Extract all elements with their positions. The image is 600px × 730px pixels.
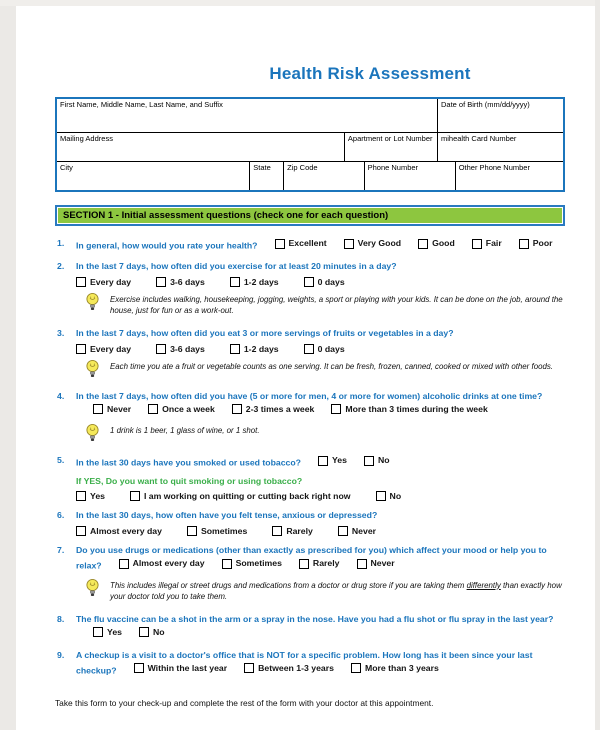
field-label: Mailing Address <box>60 134 113 143</box>
option-label: Between 1-3 years <box>258 662 334 673</box>
scan-edge-left <box>0 0 16 730</box>
option-label: Yes <box>90 491 105 502</box>
checkbox[interactable] <box>93 627 103 637</box>
option-every-day[interactable] <box>76 344 131 354</box>
option-label: Almost every day <box>132 558 205 569</box>
option-label: Every day <box>90 343 132 354</box>
option-no[interactable] <box>364 454 390 467</box>
option-label: Excellent <box>288 238 327 248</box>
checkbox[interactable] <box>76 491 86 501</box>
option-3-6-days[interactable] <box>156 277 205 287</box>
option-1-2-days[interactable] <box>230 344 279 354</box>
checkbox[interactable] <box>156 344 166 354</box>
checkbox[interactable] <box>93 404 103 414</box>
option-label: Rarely <box>286 526 313 537</box>
option-within-the-last-year[interactable] <box>134 662 228 675</box>
field-mihealth-card-number[interactable] <box>437 132 563 161</box>
option-every-day[interactable] <box>76 277 131 287</box>
field-label: Date of Birth (mm/dd/yyyy) <box>441 100 530 109</box>
options-row <box>76 277 565 287</box>
option-no[interactable] <box>376 491 402 501</box>
option-label: Never <box>351 526 377 537</box>
field-mailing-address[interactable] <box>57 132 344 161</box>
question-line <box>76 649 565 678</box>
option-label: Almost every day <box>90 526 162 537</box>
option-label: No <box>152 626 165 637</box>
lightbulb-icon <box>85 578 100 598</box>
option-0-days[interactable] <box>304 344 345 354</box>
option-label: 0 days <box>317 276 345 287</box>
option-i-am-working-on-quitting-or-cutting-back-right-now[interactable] <box>130 491 351 501</box>
question-body <box>76 327 565 383</box>
checkbox[interactable] <box>418 239 428 249</box>
page-title: Health Risk Assessment <box>269 64 471 83</box>
question-text: In the last 7 days, how often did you eat 3 or more servings of fruits or vegetables in a day? <box>76 327 454 338</box>
checkbox[interactable] <box>148 404 158 414</box>
checkbox[interactable] <box>232 404 242 414</box>
option-label: 1-2 days <box>243 343 279 354</box>
option-label: Never <box>107 403 132 414</box>
question-text: A checkup is a visit to a doctor's office that is NOT for a specific problem. How long has it been since your last checkup? <box>76 649 533 676</box>
question-body <box>76 390 565 448</box>
question-body <box>76 509 565 537</box>
option-no[interactable] <box>139 626 165 639</box>
checkbox[interactable] <box>187 526 197 536</box>
checkbox[interactable] <box>299 559 309 569</box>
question-number: 7. <box>57 545 65 556</box>
option-sometimes[interactable] <box>187 526 247 536</box>
field-label: mihealth Card Number <box>440 134 517 143</box>
tip <box>76 578 565 602</box>
checkbox[interactable] <box>351 663 361 673</box>
question-body <box>76 260 565 320</box>
tip-text: 1 drink is 1 beer, 1 glass of wine, or 1 shot. <box>110 426 260 436</box>
checkbox[interactable] <box>230 344 240 354</box>
checkbox[interactable] <box>139 627 149 637</box>
option-sometimes[interactable] <box>222 557 282 570</box>
question-body <box>76 454 565 502</box>
checkbox[interactable] <box>134 663 144 673</box>
section1-heading: SECTION 1 - Initial assessment questions (check one for each question) <box>55 205 565 226</box>
checkbox[interactable] <box>304 344 314 354</box>
field-zip-code[interactable] <box>283 161 363 190</box>
question-number: 4. <box>57 390 65 401</box>
option-label: Once a week <box>162 403 215 414</box>
checkbox[interactable] <box>130 491 140 501</box>
checkbox[interactable] <box>222 559 232 569</box>
question-line <box>76 613 565 642</box>
question-line <box>76 237 565 253</box>
option-never[interactable] <box>357 557 395 570</box>
field-label: City <box>60 163 73 172</box>
header-table <box>55 97 565 192</box>
question <box>55 544 565 606</box>
option-excellent[interactable] <box>275 237 327 250</box>
footer-instruction: Take this form to your check-up and complete the rest of the form with your doctor at this appointment. <box>55 698 434 709</box>
question-line <box>76 454 565 470</box>
option-label: 3-6 days <box>170 276 205 287</box>
scan-edge-right <box>595 0 600 730</box>
lightbulb-icon <box>85 423 100 443</box>
option-label: 1-2 days <box>243 276 279 287</box>
field-state[interactable] <box>249 161 283 190</box>
question <box>55 390 565 448</box>
question-text: In the last 30 days have you smoked or used tobacco? <box>76 457 301 468</box>
header-table-row <box>57 99 563 132</box>
checkbox[interactable] <box>76 344 86 354</box>
question <box>55 613 565 642</box>
option-label: Fair <box>485 238 502 248</box>
field-city[interactable] <box>57 161 249 190</box>
options-row <box>76 526 565 536</box>
question-body <box>76 649 565 678</box>
suboptions-row <box>76 491 565 501</box>
option-yes[interactable] <box>93 626 122 639</box>
form-page <box>55 0 565 708</box>
option-label: 0 days <box>317 343 345 354</box>
option-yes[interactable] <box>76 491 105 501</box>
field-apartment-or-lot-number[interactable] <box>344 132 437 161</box>
question-number: 5. <box>57 455 65 466</box>
subquestion-text: If YES, Do you want to quit smoking or using tobacco? <box>76 475 303 486</box>
lightbulb-icon <box>85 292 100 312</box>
question-number: 8. <box>57 613 65 624</box>
option-0-days[interactable] <box>304 277 345 287</box>
option-label: Yes <box>331 455 347 466</box>
checkbox[interactable] <box>76 277 86 287</box>
tip <box>76 423 565 443</box>
question-body <box>76 544 565 606</box>
options-row <box>76 344 565 354</box>
field-label: Apartment or Lot Number <box>347 134 433 143</box>
option-label: Very Good <box>357 238 402 248</box>
option-label: Never <box>370 558 395 569</box>
question-text: In the last 7 days, how often did you exercise for at least 20 minutes in a day? <box>76 260 397 271</box>
checkbox[interactable] <box>357 559 367 569</box>
option-label: No <box>389 491 402 502</box>
checkbox[interactable] <box>331 404 341 414</box>
question-body <box>76 237 565 253</box>
header-table-row <box>57 161 563 190</box>
option-never[interactable] <box>93 403 131 416</box>
questions <box>55 237 565 677</box>
question-number: 3. <box>57 327 65 338</box>
tip-text: Each time you ate a fruit or vegetable counts as one serving. It can be fresh, frozen, canned, cooked or mixed with other foods. <box>110 361 554 371</box>
checkbox[interactable] <box>272 526 282 536</box>
question-body <box>76 613 565 642</box>
question-text: The flu vaccine can be a shot in the arm or a spray in the nose. Have you had a flu shot or flu spray in the last year? <box>76 613 554 624</box>
option-once-a-week[interactable] <box>148 403 215 416</box>
option-label: I am working on quitting or cutting back right now <box>143 491 351 502</box>
option-label: More than 3 times during the week <box>345 403 488 414</box>
field-label: State <box>253 163 271 172</box>
option-label: Rarely <box>312 558 340 569</box>
checkbox[interactable] <box>318 456 328 466</box>
checkbox[interactable] <box>76 526 86 536</box>
question-number: 6. <box>57 510 65 521</box>
checkbox[interactable] <box>275 239 285 249</box>
option-label: 3-6 days <box>170 343 205 354</box>
field-label: Zip Code <box>287 163 318 172</box>
option-label: Sometimes <box>235 558 282 569</box>
question <box>55 260 565 320</box>
field-label: Phone Number <box>367 163 419 172</box>
question-text: In the last 7 days, how often did you have (5 or more for men, 4 or more for women) alcoholic drinks at one time? <box>76 390 543 401</box>
checkbox[interactable] <box>344 239 354 249</box>
question-text: Do you use drugs or medications (other than exactly as prescribed for you) which affect your mood or help you to relax? <box>76 545 547 571</box>
question-number: 1. <box>57 238 65 248</box>
field-first-name-middle-name-last-name-and-suffix[interactable] <box>57 99 437 132</box>
checkbox[interactable] <box>119 559 129 569</box>
checkbox[interactable] <box>230 277 240 287</box>
field-label: Other Phone Number <box>458 163 530 172</box>
option-label: Within the last year <box>147 662 228 673</box>
question-line <box>76 544 565 573</box>
option-label: Sometimes <box>200 526 248 537</box>
option-fair[interactable] <box>472 237 502 250</box>
field-other-phone-number[interactable] <box>455 161 563 190</box>
field-label: First Name, Middle Name, Last Name, and Suffix <box>60 100 223 109</box>
option-almost-every-day[interactable] <box>76 526 162 536</box>
checkbox[interactable] <box>376 491 386 501</box>
option-3-6-days[interactable] <box>156 344 205 354</box>
field-phone-number[interactable] <box>364 161 455 190</box>
option-more-than-3-years[interactable] <box>351 662 439 675</box>
checkbox[interactable] <box>519 239 529 249</box>
option-rarely[interactable] <box>299 557 340 570</box>
question-text: In the last 30 days, how often have you felt tense, anxious or depressed? <box>76 510 378 521</box>
tip-text: This includes illegal or street drugs and medications from a doctor or drug store if you are taking them differently than exactly how your doctor told you to take them. <box>110 580 562 601</box>
option-more-than-3-times-during-the-week[interactable] <box>331 403 487 416</box>
option-between-1-3-years[interactable] <box>244 662 334 675</box>
option-label: Poor <box>532 238 553 248</box>
field-date-of-birth-mm-dd-yyyy[interactable] <box>437 99 563 132</box>
option-2-3-times-a-week[interactable] <box>232 403 315 416</box>
checkbox[interactable] <box>472 239 482 249</box>
question-line <box>76 509 565 522</box>
option-label: Yes <box>107 626 122 637</box>
option-1-2-days[interactable] <box>230 277 279 287</box>
option-rarely[interactable] <box>272 526 313 536</box>
question-number: 9. <box>57 649 65 660</box>
question <box>55 649 565 678</box>
option-label: Every day <box>90 276 132 287</box>
checkbox[interactable] <box>304 277 314 287</box>
option-label: Good <box>432 238 455 248</box>
checkbox[interactable] <box>364 456 374 466</box>
question <box>55 327 565 383</box>
option-never[interactable] <box>338 526 376 536</box>
checkbox[interactable] <box>338 526 348 536</box>
question <box>55 237 565 253</box>
question-line <box>76 390 565 419</box>
question-number: 2. <box>57 260 65 271</box>
option-yes[interactable] <box>318 454 347 467</box>
option-label: No <box>377 455 390 466</box>
option-good[interactable] <box>418 237 455 250</box>
option-label: More than 3 years <box>364 662 439 673</box>
option-almost-every-day[interactable] <box>119 557 205 570</box>
tip-text: Exercise includes walking, housekeeping, jogging, weights, a sport or playing with your kids. It can be done on the job, around the house, just for fun or as a work-out. <box>110 294 563 315</box>
lightbulb-icon <box>85 359 100 379</box>
question <box>55 509 565 537</box>
tip <box>76 292 565 316</box>
question-text: In general, how would you rate your health? <box>76 240 258 251</box>
option-poor[interactable] <box>519 237 553 250</box>
question-line <box>76 327 565 340</box>
question <box>55 454 565 502</box>
tip <box>76 359 565 379</box>
checkbox[interactable] <box>244 663 254 673</box>
checkbox[interactable] <box>156 277 166 287</box>
header-table-row <box>57 132 563 161</box>
question-line <box>76 260 565 273</box>
option-very-good[interactable] <box>344 237 401 250</box>
option-label: 2-3 times a week <box>245 403 315 414</box>
